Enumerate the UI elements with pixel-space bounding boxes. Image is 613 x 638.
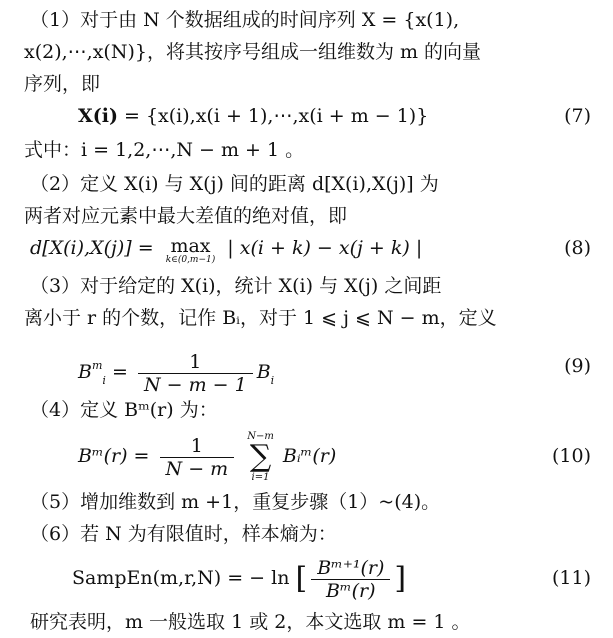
eq10-sum-symbol: ∑	[249, 439, 272, 474]
equation-8	[30, 236, 422, 265]
eq10-sum-upper: N−m	[247, 431, 274, 442]
eq7-rhs: = {x(i),x(i + 1),⋯,x(i + m − 1)}	[124, 105, 429, 127]
step5: （5）增加维数到 m +1，重复步骤（1）~(4)。	[30, 491, 441, 513]
equation-8-number: (8)	[564, 237, 591, 259]
eq8-max-operator	[166, 236, 216, 265]
step1-line1: （1）对于由 N 个数据组成的时间序列 X = {x(1),	[30, 9, 460, 31]
eq9-lhs-sup: m	[91, 359, 103, 372]
step4: （4）定义 Bᵐ(r) 为：	[30, 399, 218, 421]
step1-line3: 序列，即	[24, 73, 101, 95]
equation-10	[78, 428, 336, 484]
eq9-tail-sub: i	[270, 374, 275, 387]
equation-11	[72, 552, 406, 605]
step3-line2: 离小于 r 的个数，记作 Bᵢ，对于 1 ⩽ j ⩽ N − m，定义	[24, 307, 497, 329]
equation-7	[78, 104, 428, 128]
eq11-numerator: Bᵐ⁺¹(r)	[317, 556, 385, 579]
eq9-lhs-base: B	[78, 361, 92, 383]
eq8-rhs: | x(i + k) − x(j + k) |	[227, 237, 423, 259]
eq10-denominator: N − m	[160, 457, 235, 480]
equation-10-number: (10)	[551, 445, 591, 467]
eq10-lhs: Bᵐ(r) =	[78, 445, 150, 467]
eq9-equals: =	[111, 361, 128, 383]
eq11-left-bracket: [	[295, 561, 308, 596]
eq9-lhs-sub: i	[102, 374, 106, 387]
eq8-lhs: d[X(i),X(j)] =	[30, 237, 154, 259]
eq8-max-limit: k∈(0,m−1)	[165, 255, 216, 265]
step3-line1: （3）对于给定的 X(i)，统计 X(i) 与 X(j) 之间距	[30, 275, 442, 297]
equation-7-number: (7)	[564, 105, 591, 127]
equation-9	[78, 342, 274, 405]
conclusion: 研究表明，m 一般选取 1 或 2，本文选取 m = 1 。	[30, 611, 471, 633]
eq9-numerator: 1	[189, 350, 202, 373]
eq10-sum-lower: i=1	[251, 472, 270, 483]
step6: （6）若 N 为有限值时，样本熵为：	[30, 523, 337, 545]
eq11-fraction	[311, 557, 390, 602]
step2-line2: 两者对应元素中最大差值的绝对值，即	[24, 205, 348, 227]
equation-9-number: (9)	[564, 355, 591, 377]
equation-11-number: (11)	[551, 567, 591, 589]
step1-line2: x(2),⋯,x(N)}，将其按序号组成一组维数为 m 的向量	[24, 41, 482, 63]
eq8-max-label: max	[170, 235, 211, 257]
eq10-fraction	[160, 435, 235, 480]
eq11-lhs: SampEn(m,r,N) = − ln	[72, 567, 290, 589]
eq11-denominator: Bᵐ(r)	[311, 579, 390, 602]
eq10-numerator: 1	[190, 434, 203, 457]
eq11-right-bracket: ]	[394, 561, 407, 596]
eq9-fraction	[138, 351, 253, 396]
eq10-term: Bᵢᵐ(r)	[282, 445, 337, 467]
eq10-summation	[247, 431, 274, 483]
eq9-denominator: N − m − 1	[138, 373, 253, 396]
step2-line1: （2）定义 X(i) 与 X(j) 间的距离 d[X(i),X(j)] 为	[30, 173, 439, 195]
eq7-lhs: X(i)	[78, 105, 118, 127]
eq7-note: 式中：i = 1,2,⋯,N − m + 1 。	[24, 139, 305, 161]
eq9-tail-base: B	[256, 361, 271, 383]
